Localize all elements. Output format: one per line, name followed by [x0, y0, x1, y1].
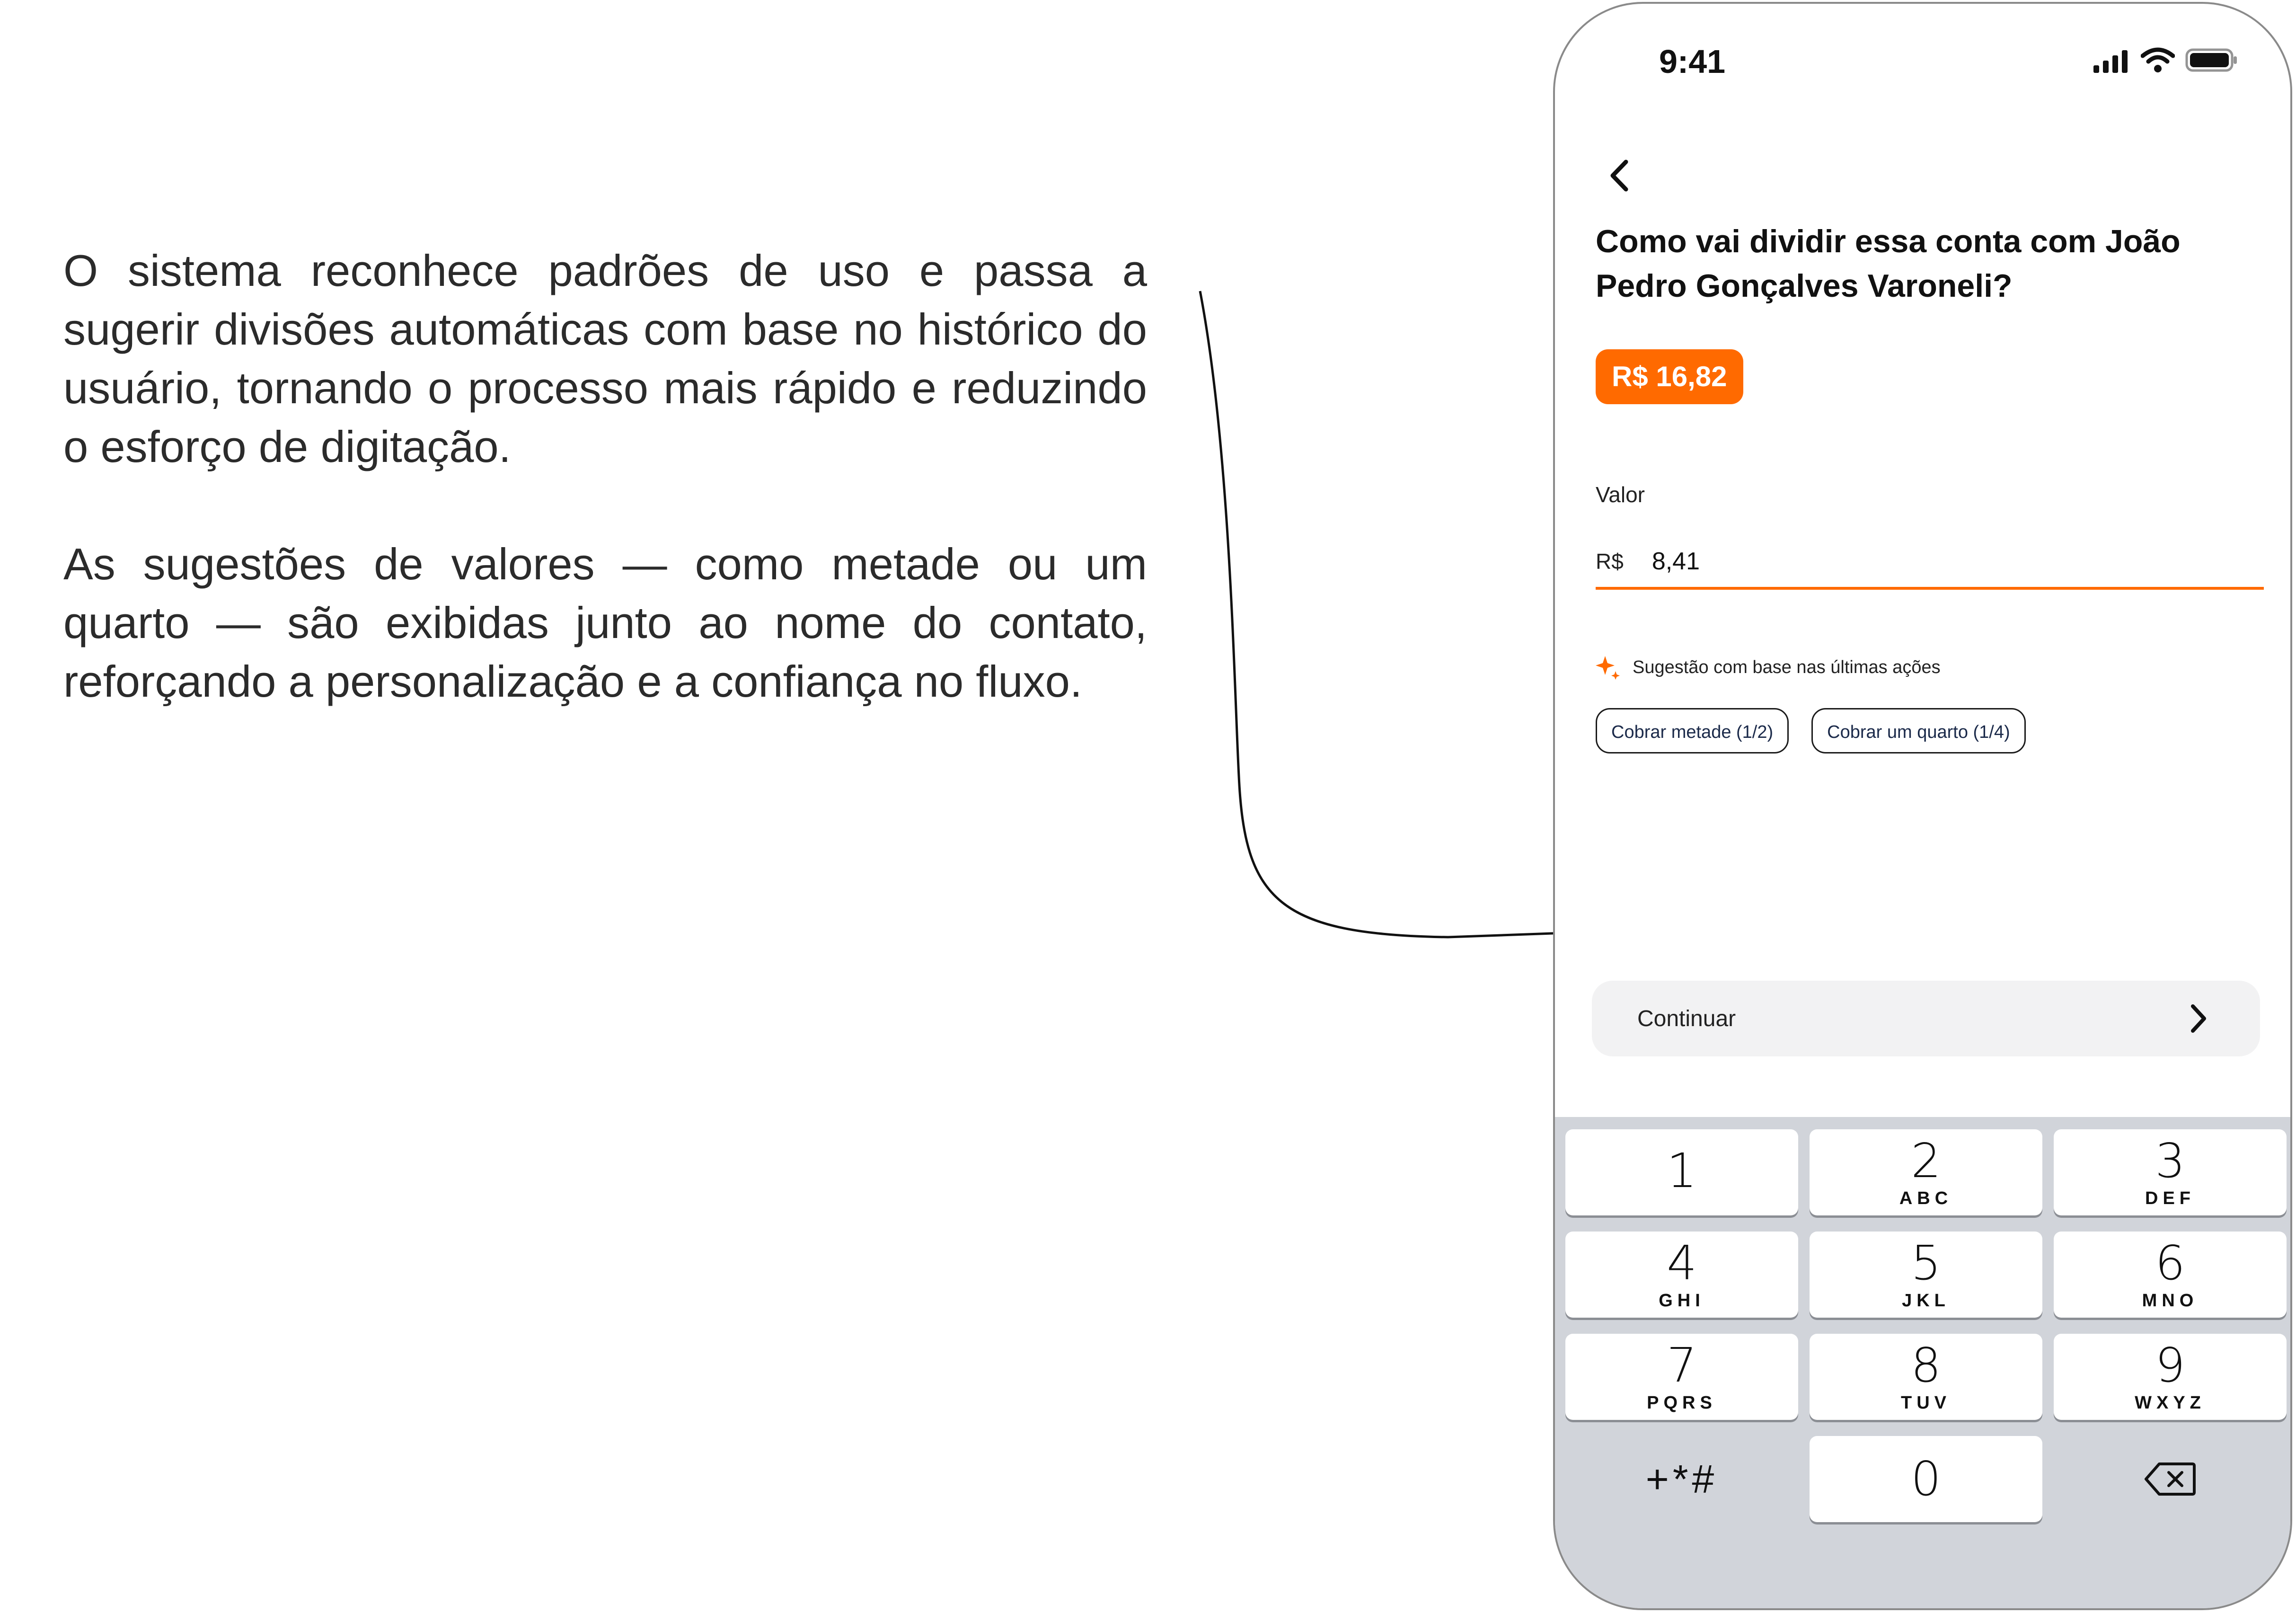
chip-half[interactable]: Cobrar metade (1/2): [1596, 708, 1789, 753]
key-0-digit: 0: [1911, 1451, 1941, 1507]
chip-quarter[interactable]: Cobrar um quarto (1/4): [1811, 708, 2026, 753]
key-9-letters: WXYZ: [2135, 1392, 2206, 1413]
key-8[interactable]: [1810, 1334, 2042, 1420]
backspace-icon: [2144, 1461, 2196, 1497]
page-title: Como vai dividir essa conta com João Pedro Gonçalves Varoneli?: [1596, 223, 2181, 304]
key-7-letters: PQRS: [1647, 1392, 1717, 1413]
status-icons: [2093, 47, 2238, 73]
value-input[interactable]: [1652, 547, 2125, 576]
key-5-letters: JKL: [1902, 1290, 1950, 1311]
key-9[interactable]: [2054, 1334, 2287, 1420]
continue-button-label: Continuar: [1637, 1006, 1736, 1031]
currency-prefix: R$: [1596, 549, 1624, 574]
total-amount-badge: R$ 16,82: [1596, 349, 1743, 404]
suggestion-chips: [1596, 708, 2026, 753]
value-field: [1596, 534, 2263, 589]
explanation-text: [63, 241, 1147, 770]
key-1-digit: 1: [1667, 1143, 1697, 1198]
phone-mockup: [1553, 2, 2292, 1610]
numeric-keyboard: [1555, 1117, 2292, 1610]
key-4[interactable]: [1565, 1232, 1798, 1318]
key-3-digit: 3: [2155, 1133, 2185, 1188]
key-5[interactable]: [1810, 1232, 2042, 1318]
key-symbols[interactable]: [1565, 1436, 1798, 1522]
back-button[interactable]: [1600, 154, 1638, 197]
key-6-letters: MNO: [2142, 1290, 2199, 1311]
key-1[interactable]: [1565, 1129, 1798, 1215]
key-2-digit: 2: [1911, 1133, 1941, 1188]
chevron-right-icon: [2189, 1003, 2208, 1034]
key-8-letters: TUV: [1901, 1392, 1951, 1413]
wifi-icon: [2141, 47, 2175, 73]
suggestion-hint-text: Sugestão com base nas últimas ações: [1633, 657, 1941, 677]
key-delete[interactable]: [2054, 1436, 2287, 1522]
continue-button[interactable]: [1592, 981, 2260, 1056]
key-3-letters: DEF: [2145, 1188, 2195, 1208]
key-2-letters: ABC: [1899, 1188, 1953, 1208]
key-4-digit: 4: [1667, 1235, 1697, 1291]
key-6-digit: 6: [2155, 1235, 2185, 1291]
value-field-label: Valor: [1596, 482, 1645, 507]
value-field-underline: [1596, 587, 2264, 590]
key-5-digit: 5: [1911, 1235, 1941, 1291]
explanation-paragraph-2: As sugestões de valores — como metade ou um quarto — são exibidas junto ao nome do contato, reforçando a personalização e a confiança no fluxo.: [63, 539, 1147, 706]
key-4-letters: GHI: [1659, 1290, 1705, 1311]
battery-icon: [2185, 47, 2238, 73]
key-0[interactable]: [1810, 1436, 2042, 1522]
key-symbols-label: +*#: [1645, 1456, 1718, 1501]
status-time: 9:41: [1659, 43, 1726, 80]
key-6[interactable]: [2054, 1232, 2287, 1318]
sparkle-icon: [1596, 655, 1620, 680]
signal-icon: [2093, 49, 2130, 73]
explanation-paragraph-1: O sistema reconhece padrões de uso e passa a sugerir divisões automáticas com base no histórico do usuário, tornando o processo mais rápido e reduzindo o esforço de digitação.: [63, 246, 1147, 471]
suggestion-hint: [1596, 655, 1941, 680]
key-7[interactable]: [1565, 1334, 1798, 1420]
key-3[interactable]: [2054, 1129, 2287, 1215]
key-8-digit: 8: [1911, 1337, 1941, 1393]
chevron-left-icon: [1609, 159, 1630, 192]
key-2[interactable]: [1810, 1129, 2042, 1215]
key-7-digit: 7: [1667, 1337, 1697, 1393]
key-9-digit: 9: [2155, 1337, 2185, 1393]
